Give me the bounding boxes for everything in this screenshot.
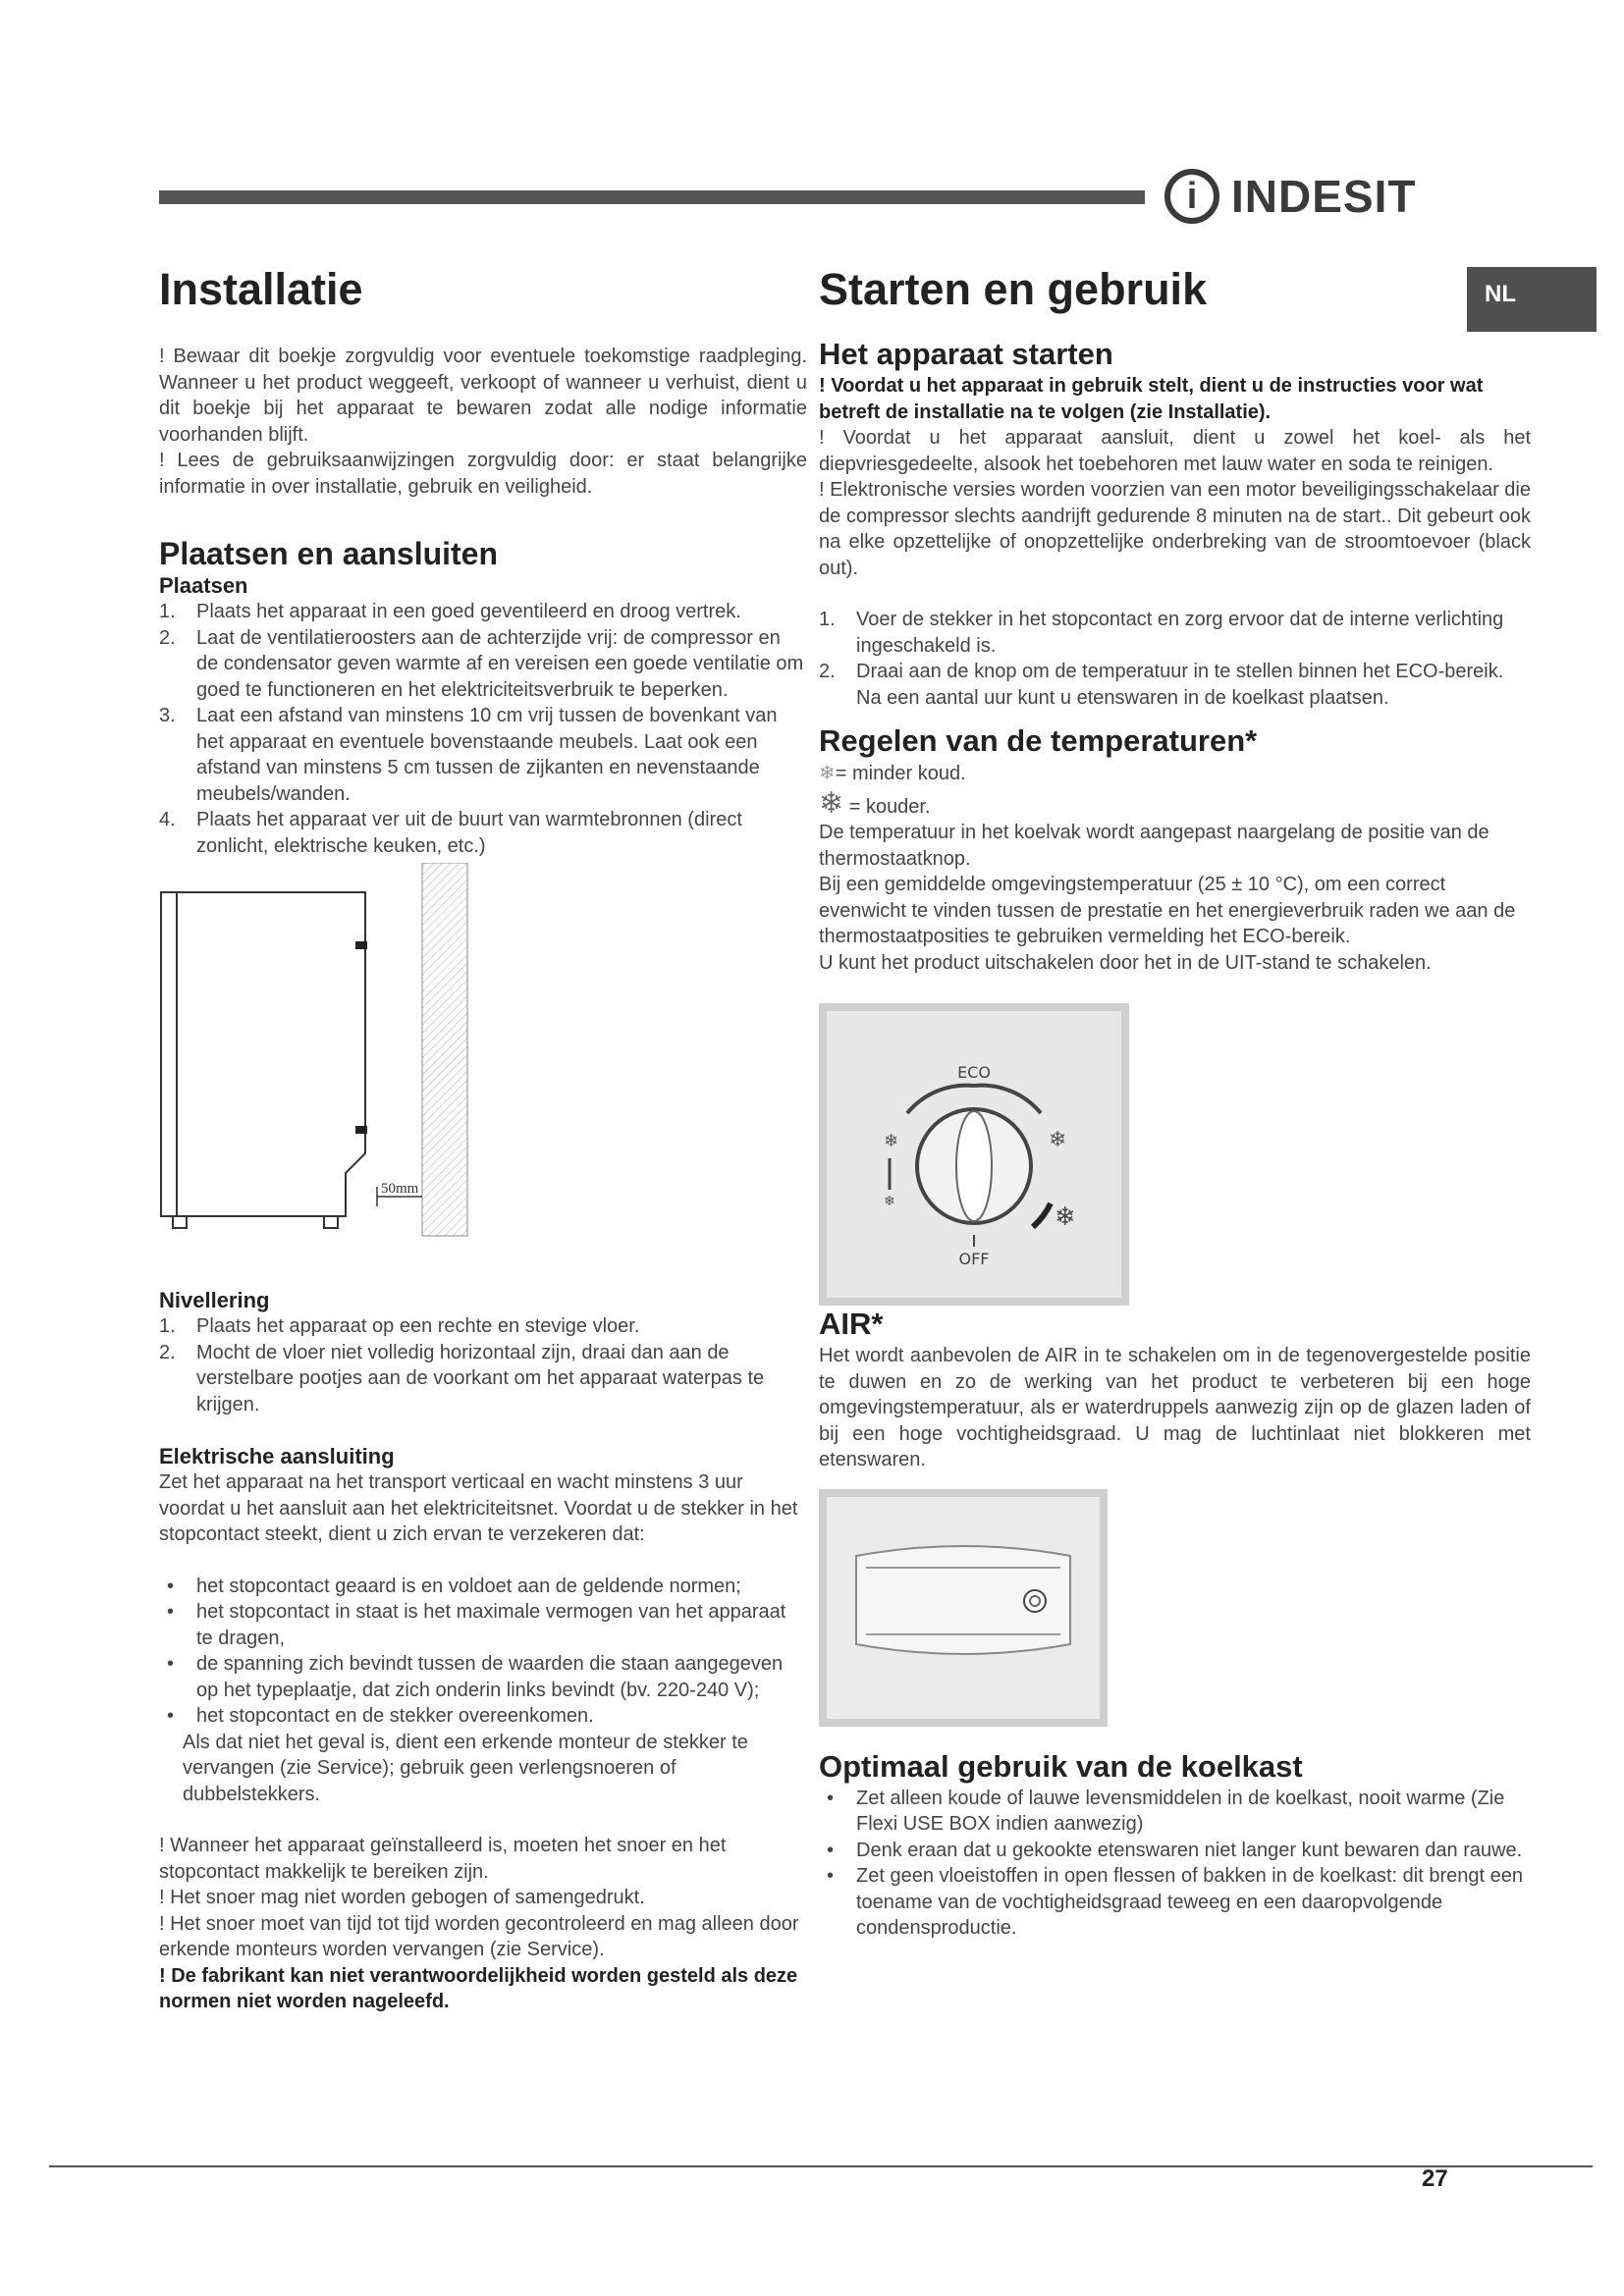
list-item: • het stopcontact geaard is en voldoet aan de geldende normen;	[167, 1575, 741, 1597]
list-item: 1. Plaats het apparaat in een goed geventileerd en droog vertrek.	[159, 601, 741, 622]
snowflake-large-icon: ❄	[819, 785, 844, 821]
subtitle-plaatsen: Plaatsen	[159, 573, 248, 598]
dial-snowflake-tiny-icon: ❄	[884, 1194, 895, 1209]
dimension-label: 50mm	[381, 1181, 419, 1197]
section-title-plaatsen-aansluiten: Plaatsen en aansluiten	[159, 536, 499, 571]
intro-paragraph-1: ! Bewaar dit boekje zorgvuldig voor eventuele toekomstige raadpleging. Wanneer u het product weggeeft, verkoopt of wanneer u verhuist, dient u dit boekje bij het apparaat te bewaren zodat alle nodige informatie voorhanden blijft.	[159, 346, 807, 446]
list-item: 1. Voer de stekker in het stopcontact en zorg ervoor dat de interne verlichting ingeschakeld is.	[819, 609, 1504, 657]
header-bar	[159, 190, 1145, 204]
list-item: 2. Mocht de vloer niet volledig horizontaal zijn, draai dan aan de verstelbare pootjes aan de voorkant om het apparaat waterpas te krijgen.	[159, 1341, 765, 1415]
clearance-diagram	[159, 863, 807, 1254]
air-knob-icon	[1024, 1590, 1046, 1612]
starten-bold-intro: ! Voordat u het apparaat in gebruik stelt, dient u de instructies voor wat betreft de installatie na te volgen (zie Installatie).	[819, 375, 1484, 423]
list-item: • Zet alleen koude of lauwe levensmiddelen in de koelkast, nooit warme (Zie Flexi USE BOX indien aanwezig)	[827, 1787, 1505, 1835]
list-item: 3. Laat een afstand van minstens 10 cm vrij tussen de bovenkant van het apparaat en eventuele bovenstaande meubels. Laat ook een afstand van minstens 5 cm tussen de zijkanten en nevenstaande meubels/wanden.	[159, 705, 778, 805]
intro-paragraph-2: ! Lees de gebruiksaanwijzingen zorgvuldig door: er staat belangrijke informatie in over installatie, gebruik en veiligheid.	[159, 450, 807, 498]
temp-paragraph-3: U kunt het product uitschakelen door het in de UIT-stand te schakelen.	[819, 951, 1432, 974]
dial-snowflake-medium-icon: ❄	[1049, 1128, 1067, 1152]
dial-snowflake-large-icon: ❄	[1055, 1202, 1076, 1232]
list-item: • het stopcontact en de stekker overeenkomen.	[167, 1705, 594, 1727]
dial-knob-grip	[956, 1111, 992, 1221]
language-tab: NL	[1467, 267, 1597, 332]
fridge-foot-front	[173, 1216, 187, 1228]
dial-arc-max	[1033, 1203, 1051, 1227]
list-item: • Denk eraan dat u gekookte etenswaren niet langer kunt bewaren dan rauwe.	[827, 1839, 1523, 1861]
section-title-apparaat-starten: Het apparaat starten	[819, 337, 1113, 371]
footer-rule	[49, 2165, 1593, 2167]
wall	[422, 863, 467, 1236]
tips-list	[819, 1786, 1531, 1942]
left-column	[159, 263, 807, 2015]
warning-2: ! Het snoer mag niet worden gebogen of samengedrukt.	[159, 1887, 645, 1908]
fridge-foot-back	[324, 1216, 338, 1228]
air-figure	[819, 1489, 1108, 1727]
section-title-temperaturen: Regelen van de temperaturen*	[819, 723, 1258, 758]
section-title-optimaal-gebruik: Optimaal gebruik van de koelkast	[819, 1748, 1303, 1784]
thermostat-dial	[827, 1011, 1121, 1298]
warning-3: ! Het snoer moet van tijd tot tijd worden gecontroleerd en mag alleen door erkende monteurs worden vervangen (zie Service).	[159, 1912, 799, 1960]
temp-paragraph-2: Bij een gemiddelde omgevingstemperatuur (25 ± 10 °C), om een correct evenwicht te vinden tussen de prestatie en het energieverbruik raden we aan de thermostaatposities te gebruiken vermelding het ECO-bereik.	[819, 874, 1516, 947]
fridge-wall-diagram	[159, 863, 473, 1255]
list-item: 1. Plaats het apparaat op een rechte en stevige vloer.	[159, 1315, 640, 1337]
list-item: • het stopcontact in staat is het maximale vermogen van het apparaat te dragen,	[167, 1601, 786, 1649]
list-item: • Zet geen vloeistoffen in open flessen of bakken in de koelkast: dit brengt een toename van de vochtigheidsgraad teweeg en een daaropvolgende condensproductie.	[827, 1865, 1523, 1939]
right-column	[819, 263, 1531, 1942]
legend-colder: ❄ = kouder.	[819, 785, 931, 821]
brand-logo	[1164, 157, 1416, 236]
elektrisch-bullets	[159, 1574, 807, 1730]
warning-4: ! De fabrikant kan niet verantwoordelijkheid worden gesteld als deze normen niet worden nageleefd.	[159, 1964, 798, 2012]
installatie-title: Installatie	[159, 263, 807, 324]
list-item: 2. Draai aan de knop om de temperatuur in te stellen binnen het ECO-bereik. Na een aantal uur kunt u etenswaren in de koelkast plaatsen.	[819, 661, 1504, 709]
logo-letter: i	[1186, 176, 1198, 217]
list-item: 2. Laat de ventilatieroosters aan de achterzijde vrij: de compressor en de condensator geven warmte af en vereisen een goede ventilatie om goed te functioneren en het elektriciteitsverbruik te beperken.	[159, 626, 804, 701]
temp-paragraph-1: De temperatuur in het koelvak wordt aangepast naargelang de positie van de thermostaatknop.	[819, 822, 1489, 870]
air-paragraph: Het wordt aanbevolen de AIR in te schakelen om in de tegenovergestelde positie te duwen en zo de werking van het product te verbeteren bij een hoge omgevingstemperatuur, als er waterdruppels aanwezig zijn op de glazen laden of bij een hoge vochtigheidsgraad. U mag de luchtinlaat niet blokkeren met etenswaren.	[819, 1345, 1531, 1470]
rear-spacer-top	[355, 941, 367, 949]
list-item: 4. Plaats het apparaat ver uit de buurt van warmtebronnen (direct zonlicht, elektrische keuken, etc.)	[159, 809, 742, 857]
rear-spacer-bottom	[355, 1126, 367, 1134]
plaatsen-list	[159, 599, 807, 859]
section-title-air: AIR*	[819, 1307, 884, 1341]
elektrisch-after: Als dat niet het geval is, dient een erkende monteur de stekker te vervangen (zie Service); gebruik geen verlengsnoeren of dubbelstekkers.	[183, 1731, 748, 1805]
elektrisch-intro: Zet het apparaat na het transport verticaal en wacht minstens 3 uur voordat u het aansluit aan het elektriciteitsnet. Voordat u de stekker in het stopcontact steekt, dient u zich ervan te verzekeren dat:	[159, 1471, 798, 1545]
legend-less-cold: ❄= minder koud.	[819, 761, 966, 784]
starten-steps	[819, 607, 1531, 711]
logo-circle-icon	[1164, 169, 1219, 224]
list-item: • de spanning zich bevindt tussen de waarden die staan aangegeven op het typeplaatje, dat zich onderin links bevindt (bv. 220-240 V);	[167, 1653, 784, 1701]
air-vent-drawing	[827, 1497, 1100, 1719]
dial-off-label: OFF	[958, 1250, 990, 1268]
warning-1: ! Wanneer het apparaat geïnstalleerd is, moeten het snoer en het stopcontact makkelijk te bereiken zijn.	[159, 1835, 727, 1883]
dial-snowflake-small-icon: ❄	[884, 1131, 899, 1151]
subtitle-elektrische-aansluiting: Elektrische aansluiting	[159, 1444, 395, 1468]
starten-paragraph-2: ! Elektronische versies worden voorzien van een motor beveiligingsschakelaar die de compressor slechts aandrijft gedurende 8 minuten na de start.. Dit gebeurt ook na elke opzettelijke of onopzettelijke onderbreking van de stroomtoevoer (black out).	[819, 479, 1531, 579]
thermostat-figure	[819, 1003, 1129, 1306]
brand-name: INDESIT	[1231, 171, 1417, 222]
dial-eco-label: ECO	[957, 1063, 991, 1082]
page-number: 27	[1422, 2165, 1448, 2192]
snowflake-small-icon: ❄	[819, 761, 836, 784]
subtitle-nivellering: Nivellering	[159, 1288, 270, 1312]
starten-gebruik-title: Starten en gebruik	[819, 263, 1449, 324]
nivellering-list	[159, 1313, 807, 1417]
fridge-outline	[161, 892, 365, 1216]
starten-paragraph-1: ! Voordat u het apparaat aansluit, dient u zowel het koel- als het diepvriesgedeelte, alsook het toebehoren met lauw water en soda te reinigen.	[819, 427, 1531, 475]
